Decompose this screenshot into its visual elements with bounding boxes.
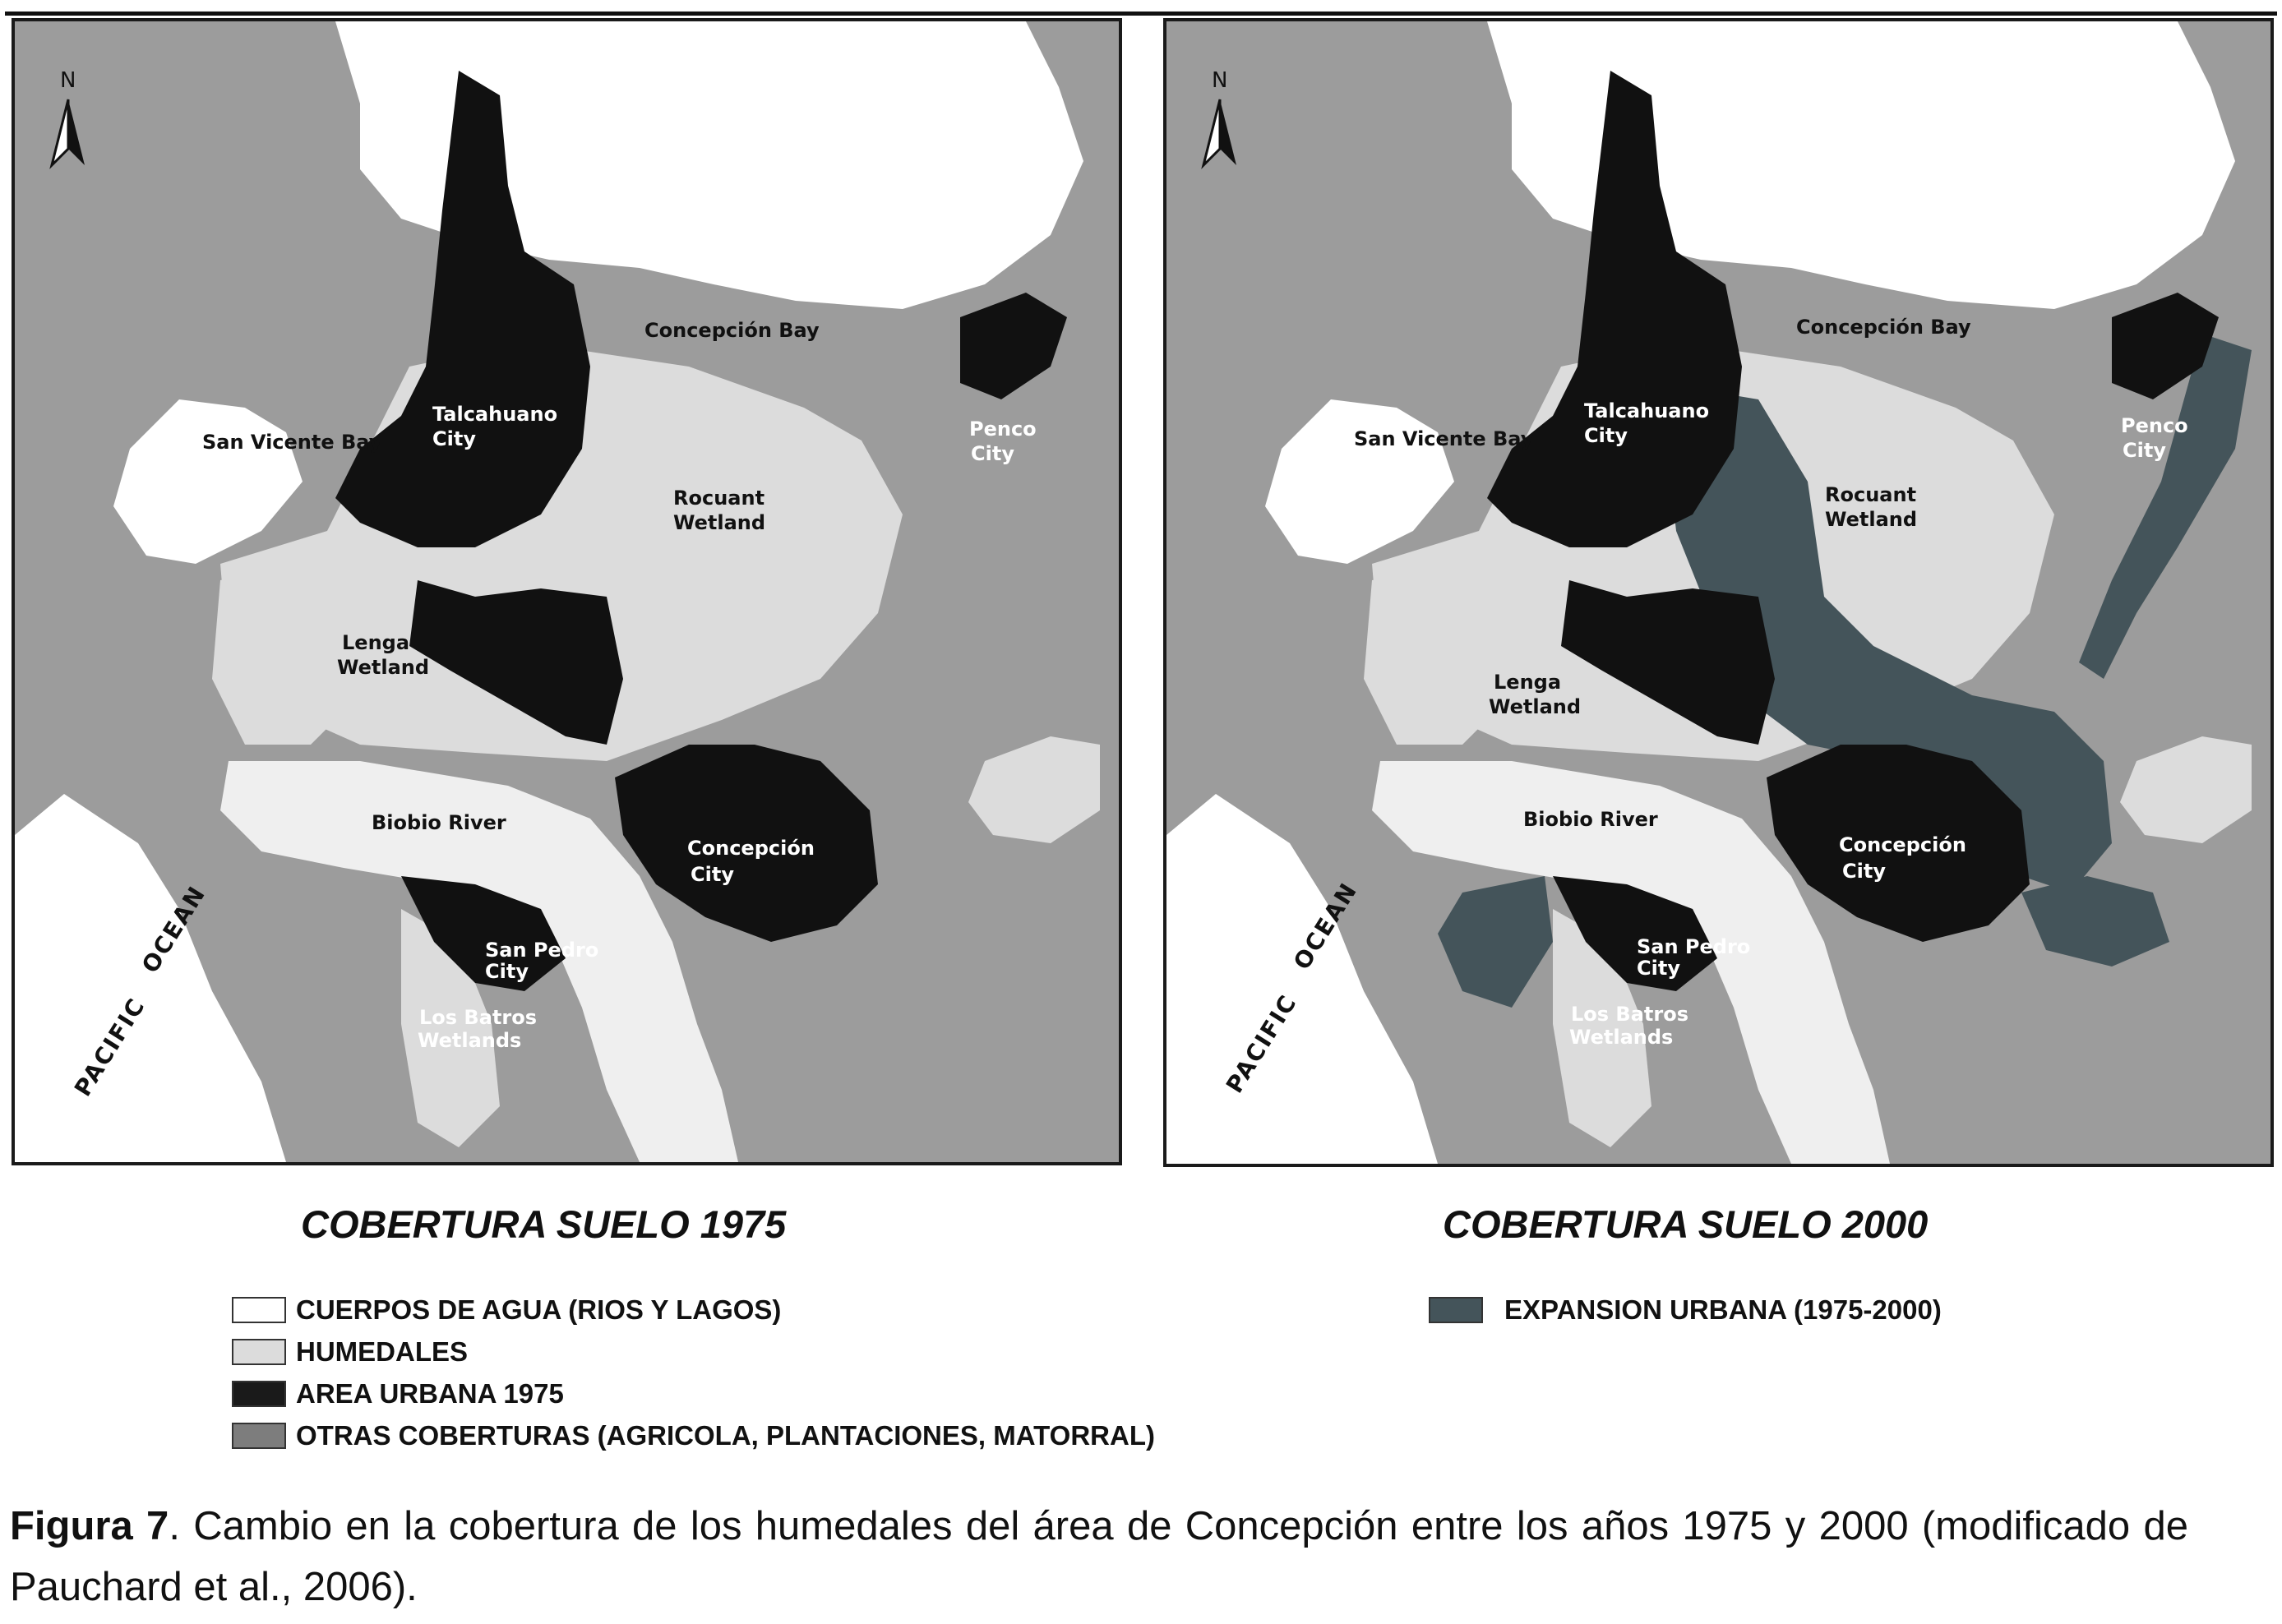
label-ocean: OCEAN — [136, 880, 211, 978]
label-penco: Penco — [969, 418, 1037, 441]
label-san-pedro: San Pedro — [1637, 935, 1751, 958]
figure-label: Figura 7 — [10, 1504, 169, 1548]
legend-swatch — [232, 1381, 286, 1407]
legend-label: AREA URBANA 1975 — [296, 1377, 564, 1409]
label-talcahuano: Talcahuano — [432, 403, 558, 426]
map-caption-1975: COBERTURA SUELO 1975 — [301, 1202, 787, 1246]
label-concepcion-city: City — [691, 863, 734, 886]
label-san-pedro-city: City — [1637, 957, 1680, 980]
label-los-batros-wetlands: Wetlands — [1569, 1026, 1674, 1049]
label-biobio-river: Biobio River — [1523, 808, 1658, 831]
legend-label: EXPANSION URBANA (1975-2000) — [1504, 1294, 1942, 1325]
label-concepcion: Concepción — [687, 837, 815, 860]
lenga-wetland — [212, 564, 360, 745]
label-concepcion-bay: Concepción Bay — [644, 319, 820, 342]
legend-left — [232, 1289, 1155, 1456]
legend-item — [232, 1331, 1155, 1373]
north-label: N — [1212, 68, 1228, 93]
label-penco-city: City — [971, 442, 1014, 465]
label-pacific: PACIFIC — [1220, 990, 1303, 1098]
map-2000-canvas — [1166, 21, 2270, 1164]
label-pacific: PACIFIC — [68, 993, 151, 1101]
legend-item — [232, 1289, 1155, 1331]
label-san-vicente-bay: San Vicente Bay — [202, 431, 382, 454]
label-rocuant-wetland: Wetland — [673, 511, 766, 534]
legend-swatch — [1429, 1297, 1483, 1323]
legend-label: OTRAS COBERTURAS (AGRICOLA, PLANTACIONES, MATORRAL) — [296, 1419, 1155, 1451]
map-1975 — [12, 18, 1122, 1165]
north-label: N — [60, 68, 76, 93]
label-biobio-river: Biobio River — [372, 811, 506, 834]
label-los-batros-wetlands: Wetlands — [418, 1029, 522, 1052]
label-lenga: Lenga — [1494, 671, 1562, 694]
label-san-pedro-city: City — [485, 960, 529, 983]
label-penco-city: City — [2123, 439, 2166, 462]
label-los-batros: Los Batros — [1571, 1003, 1688, 1026]
legend-item — [232, 1373, 1155, 1414]
label-talcahuano-city: City — [1584, 424, 1628, 447]
legend-swatch — [232, 1339, 286, 1365]
label-concepcion-bay: Concepción Bay — [1796, 316, 1971, 339]
label-san-pedro: San Pedro — [485, 939, 599, 962]
label-san-vicente-bay: San Vicente Bay — [1354, 427, 1534, 450]
label-rocuant: Rocuant — [1825, 483, 1917, 506]
legend-item — [232, 1414, 1155, 1456]
label-penco: Penco — [2121, 414, 2188, 437]
map-caption-2000: COBERTURA SUELO 2000 — [1443, 1202, 1929, 1246]
label-talcahuano-city: City — [432, 427, 476, 450]
label-concepcion-city: City — [1842, 860, 1886, 883]
label-lenga: Lenga — [342, 631, 410, 654]
map-1975-canvas — [15, 21, 1119, 1162]
legend-label: HUMEDALES — [296, 1336, 469, 1367]
legend-label: CUERPOS DE AGUA (RIOS Y LAGOS) — [296, 1294, 782, 1325]
legend-right — [1429, 1289, 1942, 1331]
map-2000 — [1163, 18, 2274, 1167]
top-rule — [5, 12, 2277, 16]
label-concepcion: Concepción — [1839, 833, 1966, 856]
label-ocean: OCEAN — [1287, 877, 1363, 975]
figure-caption-text: . Cambio en la cobertura de los humedales del área de Concepción entre los años 1975 y 2000 (modificado de Pauchard et al., 2006). — [10, 1504, 2188, 1609]
legend-item — [1429, 1289, 1942, 1331]
figure-caption — [10, 1496, 2188, 1617]
legend-swatch — [232, 1423, 286, 1449]
label-los-batros: Los Batros — [419, 1006, 537, 1029]
label-rocuant: Rocuant — [673, 487, 765, 510]
legend-swatch — [232, 1297, 286, 1323]
label-rocuant-wetland: Wetland — [1825, 508, 1918, 531]
label-lenga-wetland: Wetland — [1489, 695, 1582, 718]
label-talcahuano: Talcahuano — [1584, 399, 1710, 422]
label-lenga-wetland: Wetland — [337, 656, 430, 679]
